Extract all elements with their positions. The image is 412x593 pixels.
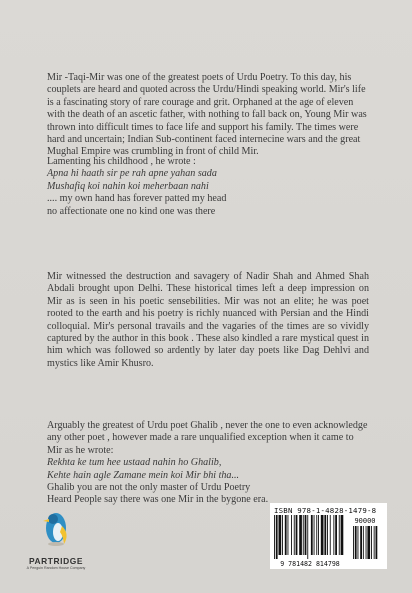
isbn-barcode — [270, 503, 387, 569]
urdu-verse-line: Rekhta ke tum hee ustaad nahin ho Ghalib, — [47, 457, 222, 469]
text-line: Arguably the greatest of Urdu poet Ghalib , never the one to even acknowledge — [47, 420, 368, 431]
barcode-bar — [303, 515, 304, 555]
main-bars — [274, 515, 343, 559]
addon-bar — [371, 526, 372, 559]
barcode-bar — [335, 515, 337, 555]
text-line: Mughal Empire was crumbling in front of child Mir. — [47, 146, 259, 158]
addon-bar — [363, 526, 364, 559]
intro-paragraph — [47, 72, 369, 159]
barcode-bar — [294, 515, 295, 555]
barcode-bar — [311, 515, 313, 555]
text-line: is a fascinating story of rare courage and grit. Orphaned at the age of eleven — [47, 96, 354, 108]
translation-line: .... my own hand has forever patted my head — [47, 193, 227, 205]
translation-line: Ghalib you are not the only master of Urdu Poetry — [47, 482, 251, 494]
barcode-bar — [341, 515, 344, 555]
addon-bar — [376, 526, 378, 559]
addon-bar — [367, 526, 370, 559]
addon-bars — [353, 526, 377, 559]
ean-digits: 9 781482 814798 — [280, 560, 340, 568]
text-line: Mir -Taqi-Mir was one of the greatest poets of Urdu Poetry. To this day, his — [47, 72, 352, 83]
barcode-bar — [314, 515, 315, 555]
barcode-bar — [330, 515, 331, 555]
translation-line: Heard People say there was one Mir in the bygone era. — [47, 494, 269, 506]
urdu-verse-line: Apna hi haath sir pe rah apne yahan sada — [47, 168, 217, 180]
urdu-verse-line: Kehte hain agle Zamane mein koi Mir bhi tha... — [47, 469, 240, 481]
lament-verse — [47, 156, 369, 218]
addon-bar — [355, 526, 357, 559]
publisher-name: PARTRIDGE — [28, 556, 84, 566]
barcode-bar — [285, 515, 287, 555]
urdu-verse-line: Mushafiq koi nahin koi meherbaan nahi — [47, 180, 209, 192]
addon-bar — [360, 526, 362, 559]
barcode-bar — [324, 515, 326, 555]
barcode-bar — [307, 515, 308, 559]
text-line: Mir as he wrote: — [47, 444, 114, 456]
text-line: any other poet , however made a rare unqualified exception when it came to — [47, 432, 354, 444]
history-paragraph — [47, 271, 369, 370]
barcode-bar — [299, 515, 302, 555]
publisher-tagline: A Penguin Random House Company — [26, 566, 86, 570]
barcode-bar — [274, 515, 275, 559]
isbn-label: ISBN 978-1-4828-1479-8 — [274, 506, 377, 515]
addon-bar — [358, 526, 359, 559]
text-line: couplets are heard and quoted across the Urdu/Hindi speaking world. Mir's life — [47, 84, 366, 96]
addon-bar — [353, 526, 354, 559]
barcode-bars — [270, 515, 387, 569]
text-line: thrown into difficult times to face life and support his family. The times were — [47, 121, 359, 133]
barcode-bar — [327, 515, 328, 555]
barcode-bar — [296, 515, 298, 555]
barcode-bar — [291, 515, 292, 555]
barcode-bar — [339, 515, 340, 555]
barcode-bar — [305, 515, 307, 555]
barcode-bar — [318, 515, 319, 555]
barcode-bar — [282, 515, 283, 555]
text-line: with the death of an ascetic father, with nothing to fall back on, Young Mir was — [47, 109, 367, 121]
paragraph-text: Mir witnessed the destruction and savagery of Nadir Shah and Ahmed Shah Abdali brought upon Delhi. These historical times left a deep impression on Mir as is seen in his poetic sensebilities. Mir was not an elite; he was poet rooted to the earth and his poetry is richly nuanced with Persian and the Hindi colloquial. Mir's personal travails and the vagaries of the times are so vividly captured by the author in this book . These also kindled a rare mystical quest in him which was followed so ardently by later day poets like Dag Dehlvi and mystics like Amir Khusro. — [47, 271, 369, 369]
verse-intro: Lamenting his childhood , he wrote : — [47, 156, 196, 167]
barcode-bar — [333, 515, 334, 555]
addon-bar — [374, 526, 375, 559]
barcode-bar — [279, 515, 282, 555]
translation-line: no affectionate one no kind one was there — [47, 205, 216, 217]
addon-bar — [366, 526, 367, 559]
barcode-bar — [316, 515, 317, 555]
text-line: hard and uncertain; Indian Sub-continent faced internecine wars and the great — [47, 134, 361, 146]
price-code: 90000 — [354, 517, 376, 525]
ghalib-paragraph — [47, 420, 369, 507]
barcode-bar — [288, 515, 289, 555]
barcode-bar — [321, 515, 324, 555]
barcode-bar — [276, 515, 278, 559]
